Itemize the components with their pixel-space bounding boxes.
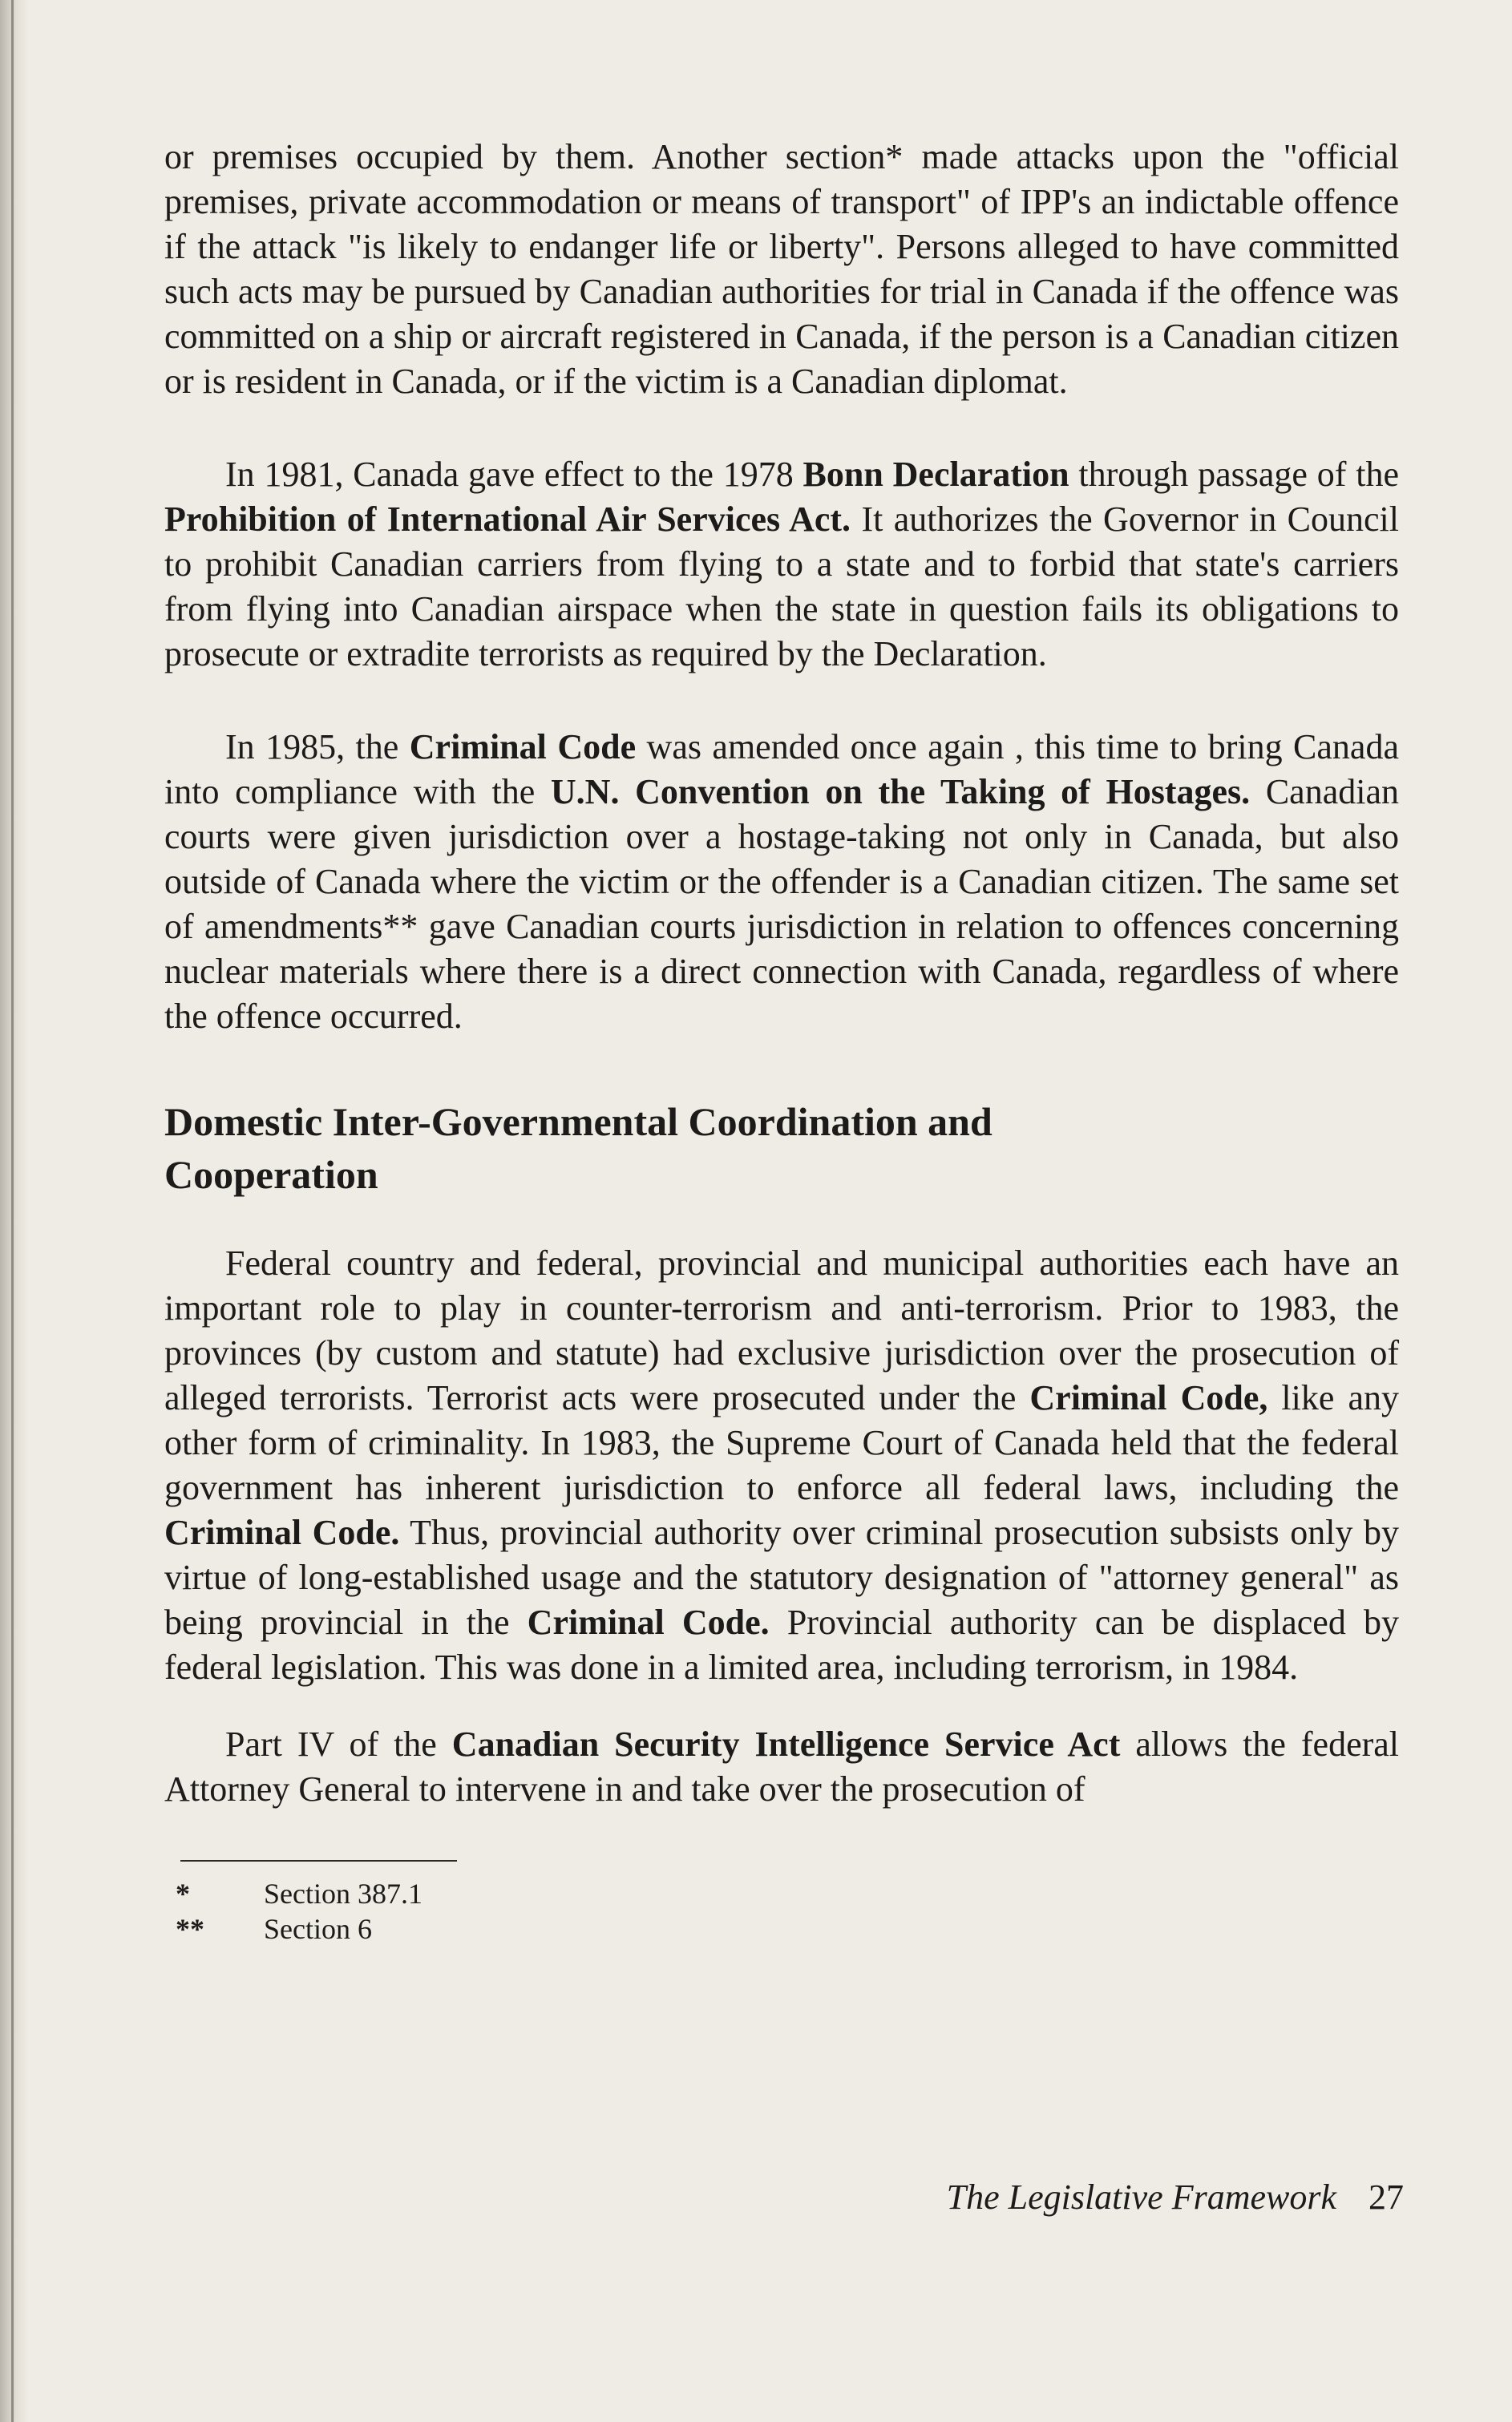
page-number: 27 [1368, 2177, 1404, 2217]
paragraph-5-text-a: Part IV of the [225, 1725, 452, 1764]
footnote-2 [176, 1911, 1399, 1947]
footnote-1-mark: * [176, 1878, 190, 1910]
paragraph-2-bold-1: Bonn Declaration [802, 455, 1069, 494]
paragraph-3-text-a: In 1985, the [225, 727, 410, 766]
paragraph-3 [164, 725, 1399, 1039]
paragraph-3-text-d: Canadian courts were given jurisdiction over a hostage-taking not only in Canada, but also outside of Canada where the victim or the offender is a Canadian citizen. The same set of amendments** gave Canadian courts jurisdiction in relation to offences concerning nuclear materials where there is a direct connection with Canada, regardless of where the offence occurred. [164, 772, 1399, 1036]
paragraph-4-bold-1: Criminal Code, [1029, 1378, 1268, 1417]
footnote-2-text: Section 6 [264, 1913, 372, 1945]
paragraph-2-text-d: It authorizes the Governor in Council to prohibit Canadian carriers from flying to a state and to forbid that state's carriers from flying into Canadian airspace when the state in question fails its obligations to prosecute or extradite terrorists as required by the Declaration. [164, 499, 1399, 673]
paragraph-4-bold-2: Criminal Code. [164, 1513, 400, 1552]
paragraph-2-bold-2: Prohibition of International Air Services Act. [164, 499, 851, 539]
page-binding-edge [11, 0, 14, 2422]
page-binding-shadow [0, 0, 29, 2422]
section-heading: Domestic Inter-Governmental Coordination and Cooperation [164, 1099, 993, 1197]
paragraph-4-text-c: like any other form of criminality. In 1983, the Supreme Court of Canada held that the federal government has inherent jurisdiction to enforce all federal laws, including the [164, 1378, 1399, 1507]
paragraph-2-text-a: In 1981, Canada gave effect to the 1978 [225, 455, 803, 494]
paragraph-4-text-e: Provincial authority can be displaced by federal legislation. This was done in a limited area, including terrorism, in 1984. [164, 1603, 1399, 1687]
paragraph-3-bold-2: U.N. Convention on the Taking of Hostages. [550, 772, 1251, 811]
running-footer-title: The Legislative Framework [946, 2177, 1336, 2217]
paragraph-4-bold-3: Criminal Code. [527, 1603, 770, 1642]
paragraph-3-text-c: was amended once again , this time to bring Canada into compliance with the [164, 727, 1399, 811]
page-body [164, 135, 1399, 1947]
paragraph-5-bold-1: Canadian Security Intelligence Service Act [451, 1725, 1121, 1764]
paragraph-2 [164, 452, 1399, 677]
paragraph-4 [164, 1241, 1399, 1690]
paragraph-5 [164, 1722, 1399, 1812]
footnote-rule [180, 1860, 457, 1862]
paragraph-3-bold-1: Criminal Code [409, 727, 637, 766]
paragraph-2-text-c: through passage of the [1069, 455, 1399, 494]
paragraph-1 [164, 135, 1399, 404]
footnote-2-mark: ** [176, 1913, 204, 1945]
paragraph-4-text-d: Thus, provincial authority over criminal prosecution subsists only by virtue of long-established usage and the statutory designation of "attorney general" as being provincial in the [164, 1513, 1399, 1642]
footnote-1-text: Section 387.1 [264, 1878, 422, 1910]
paragraph-4-text-a: Federal country and federal, provincial and municipal authorities each have an important role to play in counter-terrorism and anti-terrorism. Prior to 1983, the provinces (by custom and statute) had exclusive jurisdiction over the prosecution of alleged terrorists. Terrorist acts were prosecuted under the [164, 1243, 1399, 1417]
running-footer [947, 2177, 1404, 2218]
paragraph-1-text: or premises occupied by them. Another section* made attacks upon the "official premises, private accommodation or means of transport" of IPP's an indictable offence if the attack "is likely to endanger life or liberty". Persons alleged to have committed such acts may be pursued by Canadian authorities for trial in Canada if the offence was committed on a ship or aircraft registered in Canada, if the person is a Canadian citizen or is resident in Canada, or if the victim is a Canadian diplomat. [164, 137, 1399, 401]
footnote-1 [176, 1876, 1399, 1911]
paragraph-5-text-c: allows the federal Attorney General to intervene in and take over the prosecution of [164, 1725, 1399, 1809]
